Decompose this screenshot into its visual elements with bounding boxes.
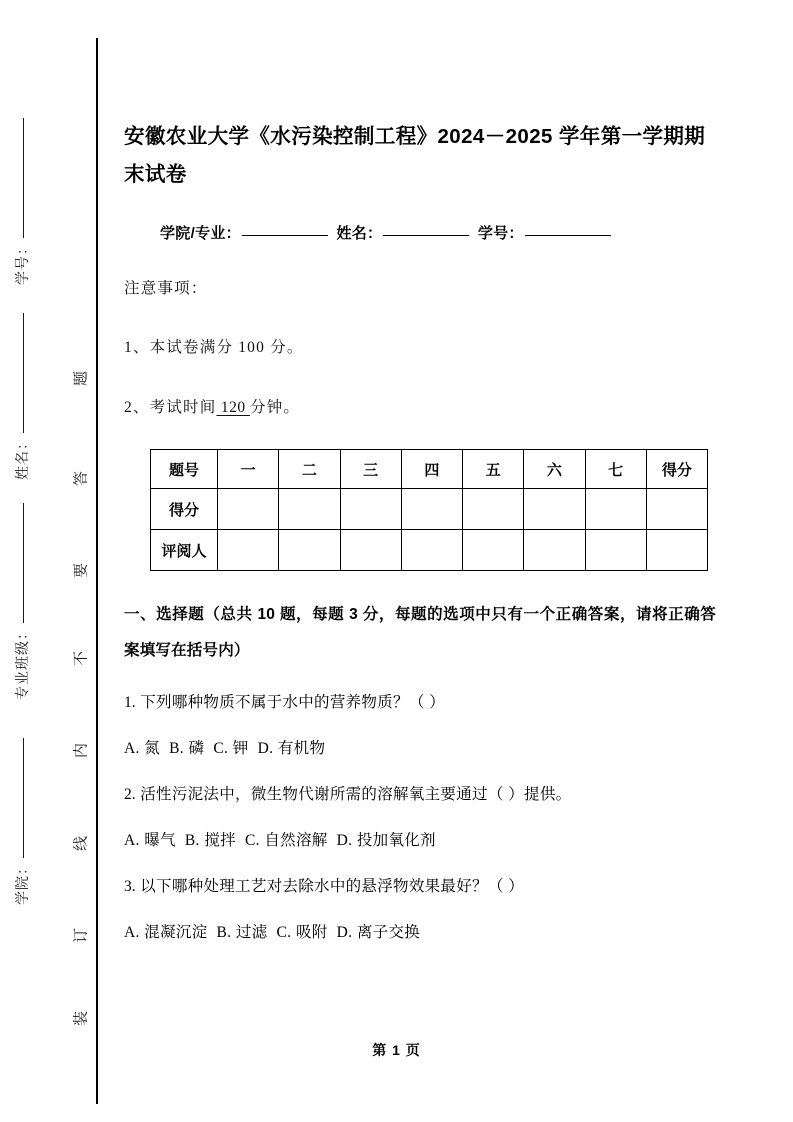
option-label: D.: [336, 832, 353, 849]
question-option[interactable]: [124, 740, 160, 757]
question-option[interactable]: [277, 924, 328, 941]
binding-label-text: 学号：: [16, 240, 31, 285]
table-cell[interactable]: [524, 489, 585, 530]
student-info-line: [124, 222, 724, 243]
option-text: 磷: [183, 740, 205, 757]
exam-duration-value: 120: [216, 399, 250, 416]
option-label: C.: [244, 832, 260, 849]
binding-margin: [0, 0, 100, 1122]
note-item-1: 1、本试卷满分 100 分。: [124, 339, 304, 356]
option-text: 曝气: [139, 832, 176, 849]
table-row: [151, 450, 708, 489]
table-header-cell: 五: [463, 450, 524, 489]
table-header-cell: 四: [401, 450, 462, 489]
question-number: 2.: [124, 786, 136, 803]
student-id-label: 学号：: [477, 225, 524, 242]
option-text: 投加氧化剂: [352, 832, 436, 849]
question-option[interactable]: [185, 832, 236, 849]
option-label: B.: [216, 924, 232, 941]
table-cell[interactable]: [646, 530, 707, 571]
student-id-blank[interactable]: [525, 235, 611, 236]
binding-label-blank[interactable]: [23, 313, 24, 433]
question-option[interactable]: [245, 832, 328, 849]
binding-phrase-char: 不: [73, 651, 90, 667]
table-cell[interactable]: [279, 530, 340, 571]
table-row-label: 得分: [151, 489, 218, 530]
option-label: B.: [169, 740, 184, 757]
binding-phrase-char: 装: [73, 1011, 90, 1027]
option-text: 搅拌: [199, 832, 236, 849]
table-row: [151, 530, 708, 571]
question-number: 3.: [124, 878, 136, 895]
question-stem: [124, 783, 724, 807]
table-cell[interactable]: [585, 489, 646, 530]
binding-phrase-char: 订: [73, 928, 90, 944]
question-text: 下列哪种物质不属于水中的营养物质？（ ）: [135, 694, 446, 711]
option-label: C.: [213, 740, 229, 757]
binding-label-2: [12, 250, 32, 480]
binding-label-4: [12, 675, 32, 905]
option-text: 自然溶解: [259, 832, 328, 849]
binding-label-blank[interactable]: [23, 503, 24, 623]
question-option[interactable]: [213, 740, 248, 757]
question-text: 活性污泥法中，微生物代谢所需的溶解氧主要通过（ ）提供。: [135, 786, 572, 803]
question-list: [124, 691, 724, 945]
question-option[interactable]: [124, 924, 207, 941]
table-cell[interactable]: [340, 530, 401, 571]
binding-phrase-char: 题: [73, 371, 90, 387]
table-cell[interactable]: [401, 489, 462, 530]
college-major-blank[interactable]: [242, 235, 328, 236]
question-stem: [124, 691, 724, 715]
table-cell[interactable]: [218, 530, 279, 571]
binding-label-text: 姓名：: [16, 435, 31, 480]
question-options: [124, 921, 724, 945]
score-table: [150, 449, 708, 571]
table-cell[interactable]: [279, 489, 340, 530]
option-label: A.: [124, 832, 140, 849]
question-option[interactable]: [337, 832, 436, 849]
option-text: 过滤: [231, 924, 268, 941]
notes-title: 注意事项：: [124, 280, 208, 297]
table-header-cell: 六: [524, 450, 585, 489]
table-cell[interactable]: [524, 530, 585, 571]
option-label: D.: [257, 740, 274, 757]
question-option[interactable]: [124, 832, 176, 849]
binding-label-text: 学院：: [16, 860, 31, 905]
table-header-cell: 三: [340, 450, 401, 489]
option-text: 吸附: [291, 924, 328, 941]
name-label: 姓名：: [336, 225, 383, 242]
binding-phrase-char: 内: [73, 743, 90, 759]
binding-label-blank[interactable]: [23, 738, 24, 858]
option-text: 混凝沉淀: [139, 924, 208, 941]
question-option[interactable]: [337, 924, 420, 941]
option-text: 离子交换: [352, 924, 421, 941]
option-label: D.: [336, 924, 353, 941]
table-header-cell: 一: [218, 450, 279, 489]
table-cell[interactable]: [401, 530, 462, 571]
option-text: 钾: [228, 740, 249, 757]
table-cell[interactable]: [218, 489, 279, 530]
binding-phrase-char: 要: [73, 563, 90, 579]
question-number: 1.: [124, 694, 136, 711]
binding-label-text: 专业班级：: [16, 625, 31, 700]
note-2-prefix: 2、考试时间: [124, 399, 217, 416]
exam-content: [124, 0, 724, 1122]
table-cell[interactable]: [340, 489, 401, 530]
question-options: [124, 829, 724, 853]
question-text: 以下哪种处理工艺对去除水中的悬浮物效果最好？（ ）: [135, 878, 525, 895]
question-option[interactable]: [169, 740, 204, 757]
question-stem: [124, 875, 724, 899]
page-footer: 第 1 页: [372, 1042, 421, 1058]
note-2-suffix: 分钟。: [249, 399, 301, 416]
table-cell[interactable]: [463, 530, 524, 571]
binding-label-3: [12, 470, 32, 700]
question-option[interactable]: [258, 740, 326, 757]
option-label: A.: [124, 740, 140, 757]
table-header-cell: 二: [279, 450, 340, 489]
option-label: C.: [276, 924, 292, 941]
table-header-cell: 七: [585, 450, 646, 489]
page-title: 安徽农业大学《水污染控制工程》2024－2025 学年第一学期期末试卷: [124, 125, 706, 186]
college-major-label: 学院/专业：: [160, 225, 241, 242]
option-text: 氮: [139, 740, 161, 757]
binding-label-blank[interactable]: [23, 118, 24, 238]
question-options: [124, 737, 724, 761]
binding-vertical-rule: [96, 38, 98, 1104]
table-row: [151, 489, 708, 530]
question-option[interactable]: [216, 924, 267, 941]
table-cell[interactable]: [463, 489, 524, 530]
name-blank[interactable]: [383, 235, 469, 236]
table-cell[interactable]: [585, 530, 646, 571]
option-text: 有机物: [273, 740, 326, 757]
option-label: A.: [124, 924, 140, 941]
table-header-cell: 题号: [151, 450, 218, 489]
table-row-label: 评阅人: [151, 530, 218, 571]
option-label: B.: [184, 832, 200, 849]
binding-phrase-char: 线: [73, 836, 90, 852]
note-item-2: [124, 395, 724, 417]
table-cell[interactable]: [646, 489, 707, 530]
table-header-cell: 得分: [646, 450, 707, 489]
binding-phrase-char: 答: [73, 471, 90, 487]
section-heading-1: 一、选择题（总共 10 题，每题 3 分，每题的选项中只有一个正确答案，请将正确答案填写在括号内）: [124, 606, 716, 659]
